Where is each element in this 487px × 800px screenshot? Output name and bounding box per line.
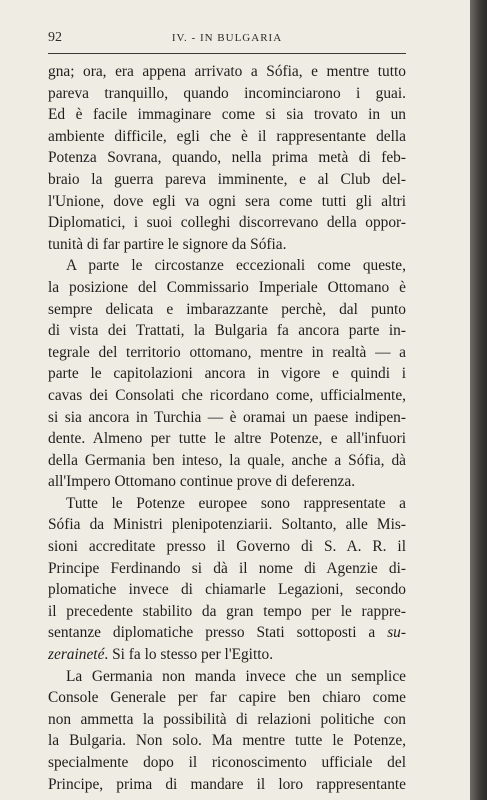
page-number: 92 [48, 30, 62, 45]
text-line [48, 644, 406, 666]
text-line: gna; ora, era appena arrivato a Sófia, e mentre tutto [48, 63, 406, 80]
header-rule [48, 53, 406, 54]
text-line: Sófia da Ministri plenipotenziarii. Soltanto, alle Mis- [48, 516, 406, 534]
italic-fragment: su- [387, 624, 406, 642]
text-line: pareva tranquillo, quando incominciarono i guai. [48, 84, 406, 102]
text-line: sioni accreditate presso il Governo di S. A. R. il [48, 538, 406, 556]
text-line: plomatiche invece di chiamarle Legazioni, secondo [48, 581, 406, 599]
text-line: Potenza Sovrana, quando, nella prima metà di feb- [48, 149, 406, 167]
text-fragment: sentanze diplomatiche presso Stati sottoposti a [48, 624, 376, 642]
text-line: La Germania non manda invece che un semplice [66, 667, 406, 685]
text-line: la Bulgaria. Non solo. Ma mentre tutte le Potenze, [48, 732, 406, 750]
text-line: A parte le circostanze eccezionali come queste, [66, 257, 406, 275]
text-line: Console Generale per far capire ben chiaro come [48, 689, 406, 707]
text-line: di vista dei Trattati, la Bulgaria fa ancora parte in- [48, 322, 406, 340]
text-line: la posizione del Commissario Imperiale Ottomano è [48, 278, 406, 296]
text-line: ambiente difficile, egli che è il rappresentante della [48, 127, 406, 145]
text-line: tegrale del territorio ottomano, mentre in realtà — a [48, 343, 406, 361]
text-line: cavas dei Consolati che ricordano come, ufficialmente, [48, 386, 406, 404]
text-line: Ed è facile immaginare come si sia trovato in un [48, 106, 406, 124]
text-line: Diplomatici, i suoi colleghi discorrevano della oppor- [48, 214, 406, 232]
text-line: Principe Ferdinando si dà il nome di Agenzie di- [48, 559, 406, 577]
text-line: dente. Almeno per tutte le altre Potenze, e all'infuori [48, 430, 406, 448]
text-line: della Germania ben inteso, la quale, anche a Sófia, dà [48, 451, 406, 469]
text-line: Principe, prima di mandare il loro rappresentante [48, 775, 406, 793]
running-title: IV. - IN BULGARIA [171, 32, 283, 44]
text-line: si sia ancora in Turchia — è oramai un paese indipen- [48, 408, 406, 426]
text-line: specialmente dopo il riconoscimento ufficiale del [48, 754, 406, 771]
text-line: l'Unione, dove egli va ogni sera come tutti gli altri [48, 192, 406, 210]
text-line: Tutte le Potenze europee sono rappresentate a [66, 494, 406, 512]
text-line: tunità di far partire le signore da Sófia. [48, 235, 287, 253]
text-line: parte le capitolazioni ancora in vigore e quindi i [48, 365, 406, 383]
text-line [48, 622, 406, 644]
page-edge-shadow [470, 0, 487, 800]
text-line: sempre delicata e imbarazzante perchè, dal punto [48, 300, 406, 318]
text-line: il precedente stabilito da gran tempo per le rappre- [48, 602, 406, 620]
italic-fragment: zeraineté [48, 646, 105, 664]
text-fragment: . Si fa lo stesso per l'Egitto. [104, 646, 274, 664]
text-line: braio la guerra pareva imminente, e al Club del- [48, 170, 406, 188]
text-line: all'Impero Ottomano continue prove di deferenza. [48, 473, 356, 491]
body-text [48, 61, 406, 795]
text-line: non ammetta la possibilità di relazioni politiche con [48, 710, 406, 728]
running-head [48, 30, 406, 50]
